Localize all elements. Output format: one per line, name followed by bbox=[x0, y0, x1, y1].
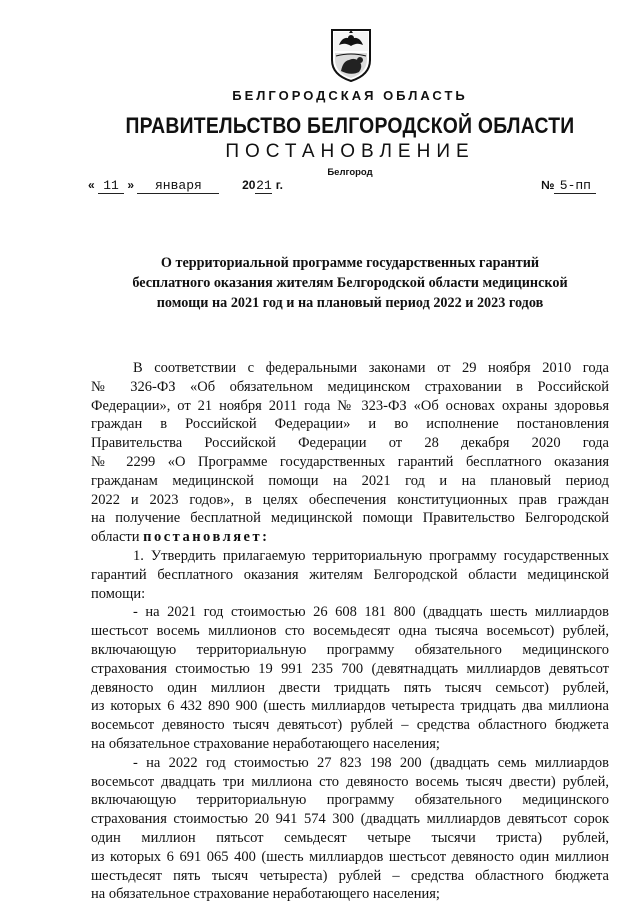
body-line bbox=[91, 528, 609, 547]
body-line: шестьсот восемь миллионов сто восемьдесят одна тысяча восемьсот) рублей, bbox=[91, 623, 609, 640]
body-line: на получение бесплатной медицинской помощи Правительство Белгородской bbox=[91, 510, 609, 527]
body-line: гражданам медицинской помощи на 2021 год и на плановый период bbox=[91, 472, 609, 489]
date-close-quote: » bbox=[127, 178, 135, 192]
body-line: на обязательное страхование неработающего населения; bbox=[91, 886, 440, 903]
body-line-start: области bbox=[91, 529, 140, 546]
body-line: на обязательное страхование неработающего населения; bbox=[91, 735, 440, 752]
title-line: бесплатного оказания жителям Белгородской области медицинской bbox=[132, 275, 568, 291]
title-line: О территориальной программе государственных гарантий bbox=[160, 255, 540, 271]
body-line: из которых 6 691 065 400 (шесть миллиардов шестьсот девяносто один миллион bbox=[91, 848, 609, 865]
document-title bbox=[91, 253, 609, 313]
body-line: гарантий бесплатного оказания жителям Белгородской области медицинской bbox=[91, 566, 609, 583]
resolves-word: постановляет: bbox=[143, 529, 270, 546]
date-day: 11 bbox=[98, 178, 124, 194]
body-line: включающую территориальную программу обязательного медицинского bbox=[91, 641, 609, 658]
body-line: № 326-ФЗ «Об обязательном медицинском страховании в Российской bbox=[91, 378, 609, 395]
body-line: страхования стоимостью 19 991 235 700 (девятнадцать миллиардов девятьсот bbox=[91, 660, 609, 677]
document-type: ПОСТАНОВЛЕНИЕ bbox=[225, 141, 475, 162]
body-line: 2022 и 2023 годов», в целях обеспечения конституционных прав граждан bbox=[91, 491, 609, 508]
body-line: шестьдесят пять тысяч четыреста) рублей – средства областного бюджета bbox=[91, 867, 609, 884]
city-name: Белгород bbox=[327, 167, 373, 178]
belgorod-coat-of-arms-icon bbox=[329, 27, 373, 83]
body-line: Федерации», от 21 ноября 2011 года № 323-ФЗ «Об основах охраны здоровья bbox=[91, 397, 609, 414]
body-line: Правительства Российской Федерации от 28 декабря 2020 года bbox=[91, 435, 609, 452]
body-line: № 2299 «О Программе государственных гарантий бесплатного оказания bbox=[91, 453, 609, 470]
region-name: БЕЛГОРОДСКАЯ ОБЛАСТЬ bbox=[232, 88, 468, 103]
date-open-quote: « bbox=[88, 178, 95, 192]
title-line: помощи на 2021 год и на плановый период 2022 и 2023 годов bbox=[156, 295, 544, 311]
government-title: ПРАВИТЕЛЬСТВО БЕЛГОРОДСКОЙ ОБЛАСТИ bbox=[125, 113, 575, 138]
number-value: 5-пп bbox=[554, 178, 596, 194]
body-line: страхования стоимостью 20 941 574 300 (двадцать миллиардов девятьсот сорок bbox=[91, 811, 609, 828]
body-line: девяносто один миллион двести тридцать пять тысяч семьсот) рублей, bbox=[91, 679, 609, 696]
body-line: помощи: bbox=[91, 585, 146, 602]
date-year-suffix: 21 bbox=[256, 178, 272, 193]
body-line: 1. Утвердить прилагаемую территориальную программу государственных bbox=[133, 547, 609, 564]
date-month: января bbox=[137, 178, 219, 194]
date-year-prefix: 20 bbox=[242, 178, 256, 192]
body-line: восемьсот девяносто тысяч девятьсот) рублей – средства областного бюджета bbox=[91, 717, 609, 734]
number-label: № bbox=[541, 178, 555, 192]
body-line: один миллион пятьсот семьдесят четыре тысячи триста) рублей, bbox=[91, 829, 609, 846]
body-line: граждан в Российской Федерации» и во исполнение постановления bbox=[91, 416, 609, 433]
body-line: - на 2022 год стоимостью 27 823 198 200 (двадцать семь миллиардов bbox=[133, 754, 609, 771]
body-line: - на 2021 год стоимостью 26 608 181 800 (двадцать шесть миллиардов bbox=[133, 604, 609, 621]
date-line bbox=[88, 178, 283, 194]
date-year-abbr: г. bbox=[275, 178, 283, 192]
body-line: включающую территориальную программу обязательного медицинского bbox=[91, 792, 609, 809]
document-body bbox=[91, 359, 609, 904]
body-line: восемьсот двадцать три миллиона сто девяносто восемь тысяч двести) рублей, bbox=[91, 773, 609, 790]
document-number bbox=[541, 178, 596, 194]
body-line: В соответствии с федеральными законами от 29 ноября 2010 года bbox=[133, 360, 609, 376]
body-line: из которых 6 432 890 900 (шесть миллиардов четыреста тридцать два миллиона bbox=[91, 698, 609, 715]
